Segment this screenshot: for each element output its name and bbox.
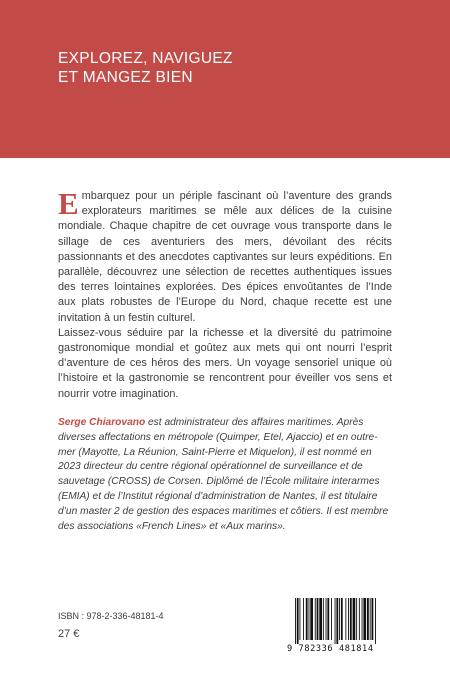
drop-cap: E <box>58 186 79 221</box>
barcode-bar <box>331 598 332 640</box>
barcode-bar <box>319 598 322 640</box>
price-label: 27 € <box>58 628 80 640</box>
blurb-paragraph-1-text: mbarquez pour un périple fascinant où l’aventure des grands explorateurs maritimes se mêle aux délices de la cuisine mondiale. Chaque chapitre de cet ouvrage vous transporte dans le sillage de ces aventuriers des mers, dévoilant des récits passionnants et des anecdotes captivantes sur leurs expéditions. En parallèle, découvrez une sélection de recettes authentiques issues des terres lointaines explorées. Des épices envoûtantes de l’Inde aux plats robustes de l’Europe du Nord, chaque recette est une invitation à un festin culturel. <box>58 190 392 324</box>
barcode-bar <box>323 598 324 640</box>
barcode-bar <box>350 598 352 640</box>
barcode-bar <box>339 598 340 640</box>
barcode-bar <box>309 598 310 640</box>
barcode-bar <box>375 598 376 644</box>
barcode-bars <box>287 598 402 644</box>
barcode-bar <box>326 598 327 640</box>
barcode-bar <box>317 598 319 640</box>
barcode-bar <box>367 598 369 640</box>
barcode-bar <box>363 598 366 640</box>
book-title-line-2: ET MANGEZ BIEN <box>58 69 193 86</box>
book-title-line-1: EXPLOREZ, NAVIGUEZ <box>58 50 233 67</box>
barcode-bar <box>353 598 356 640</box>
author-bio-text: est administrateur des affaires maritimes. Après diverses affectations en métropole (Quimper, Etel, Ajaccio) et en outre-mer (Mayotte, La Réunion, Saint-Pierre et Miquelon), il est nommé en 2023 directeur du centre régional opérationnel de surveillance et de sauvetage (CROSS) de Corsen. Diplômé de l’École militaire interarmes (EMIA) et de l’Institut régional d’administration de Nantes, il est titulaire d’un master 2 de gestion des espaces maritimes et côtiers. Il est membre des associations «French Lines» et «Aux marins». <box>58 417 389 532</box>
barcode-bar <box>336 598 338 644</box>
author-name: Serge Chiarovano <box>58 417 146 428</box>
barcode-bar <box>341 598 343 640</box>
blurb-paragraph-2: Laissez-vous séduire par la richesse et la diversité du patrimoine gastronomique mondial et goûtez aux mets qui ont nourri l’esprit d’aventure de ces héros des mers. Un voyage sensoriel unique où l’histoire et la gastronomie se rencontrent pour éveiller vos sens et nourrir votre imagination. <box>58 326 392 400</box>
blurb-paragraph-1 <box>58 186 392 326</box>
isbn-label: ISBN : 978-2-336-48181-4 <box>58 611 164 621</box>
barcode <box>287 598 402 658</box>
book-title <box>58 49 233 87</box>
barcode-bar <box>303 598 304 640</box>
barcode-bar <box>310 598 313 640</box>
barcode-bar <box>335 598 336 644</box>
author-bio <box>58 416 392 534</box>
barcode-bar <box>362 598 363 640</box>
barcode-bar <box>356 598 357 640</box>
barcode-bar <box>327 598 329 640</box>
barcode-digits: 9 782336 481814 <box>287 644 374 654</box>
barcode-bar <box>306 598 308 640</box>
barcode-bar <box>359 598 360 640</box>
barcode-bar <box>372 598 374 640</box>
barcode-bar <box>295 598 296 644</box>
barcode-bar <box>297 598 299 644</box>
barcode-bar <box>370 598 371 640</box>
barcode-bar <box>300 598 301 640</box>
barcode-bar <box>315 598 316 640</box>
barcode-bar <box>345 598 346 640</box>
cover-header-band <box>0 0 450 158</box>
barcode-bar <box>348 598 349 640</box>
book-blurb <box>58 186 392 402</box>
